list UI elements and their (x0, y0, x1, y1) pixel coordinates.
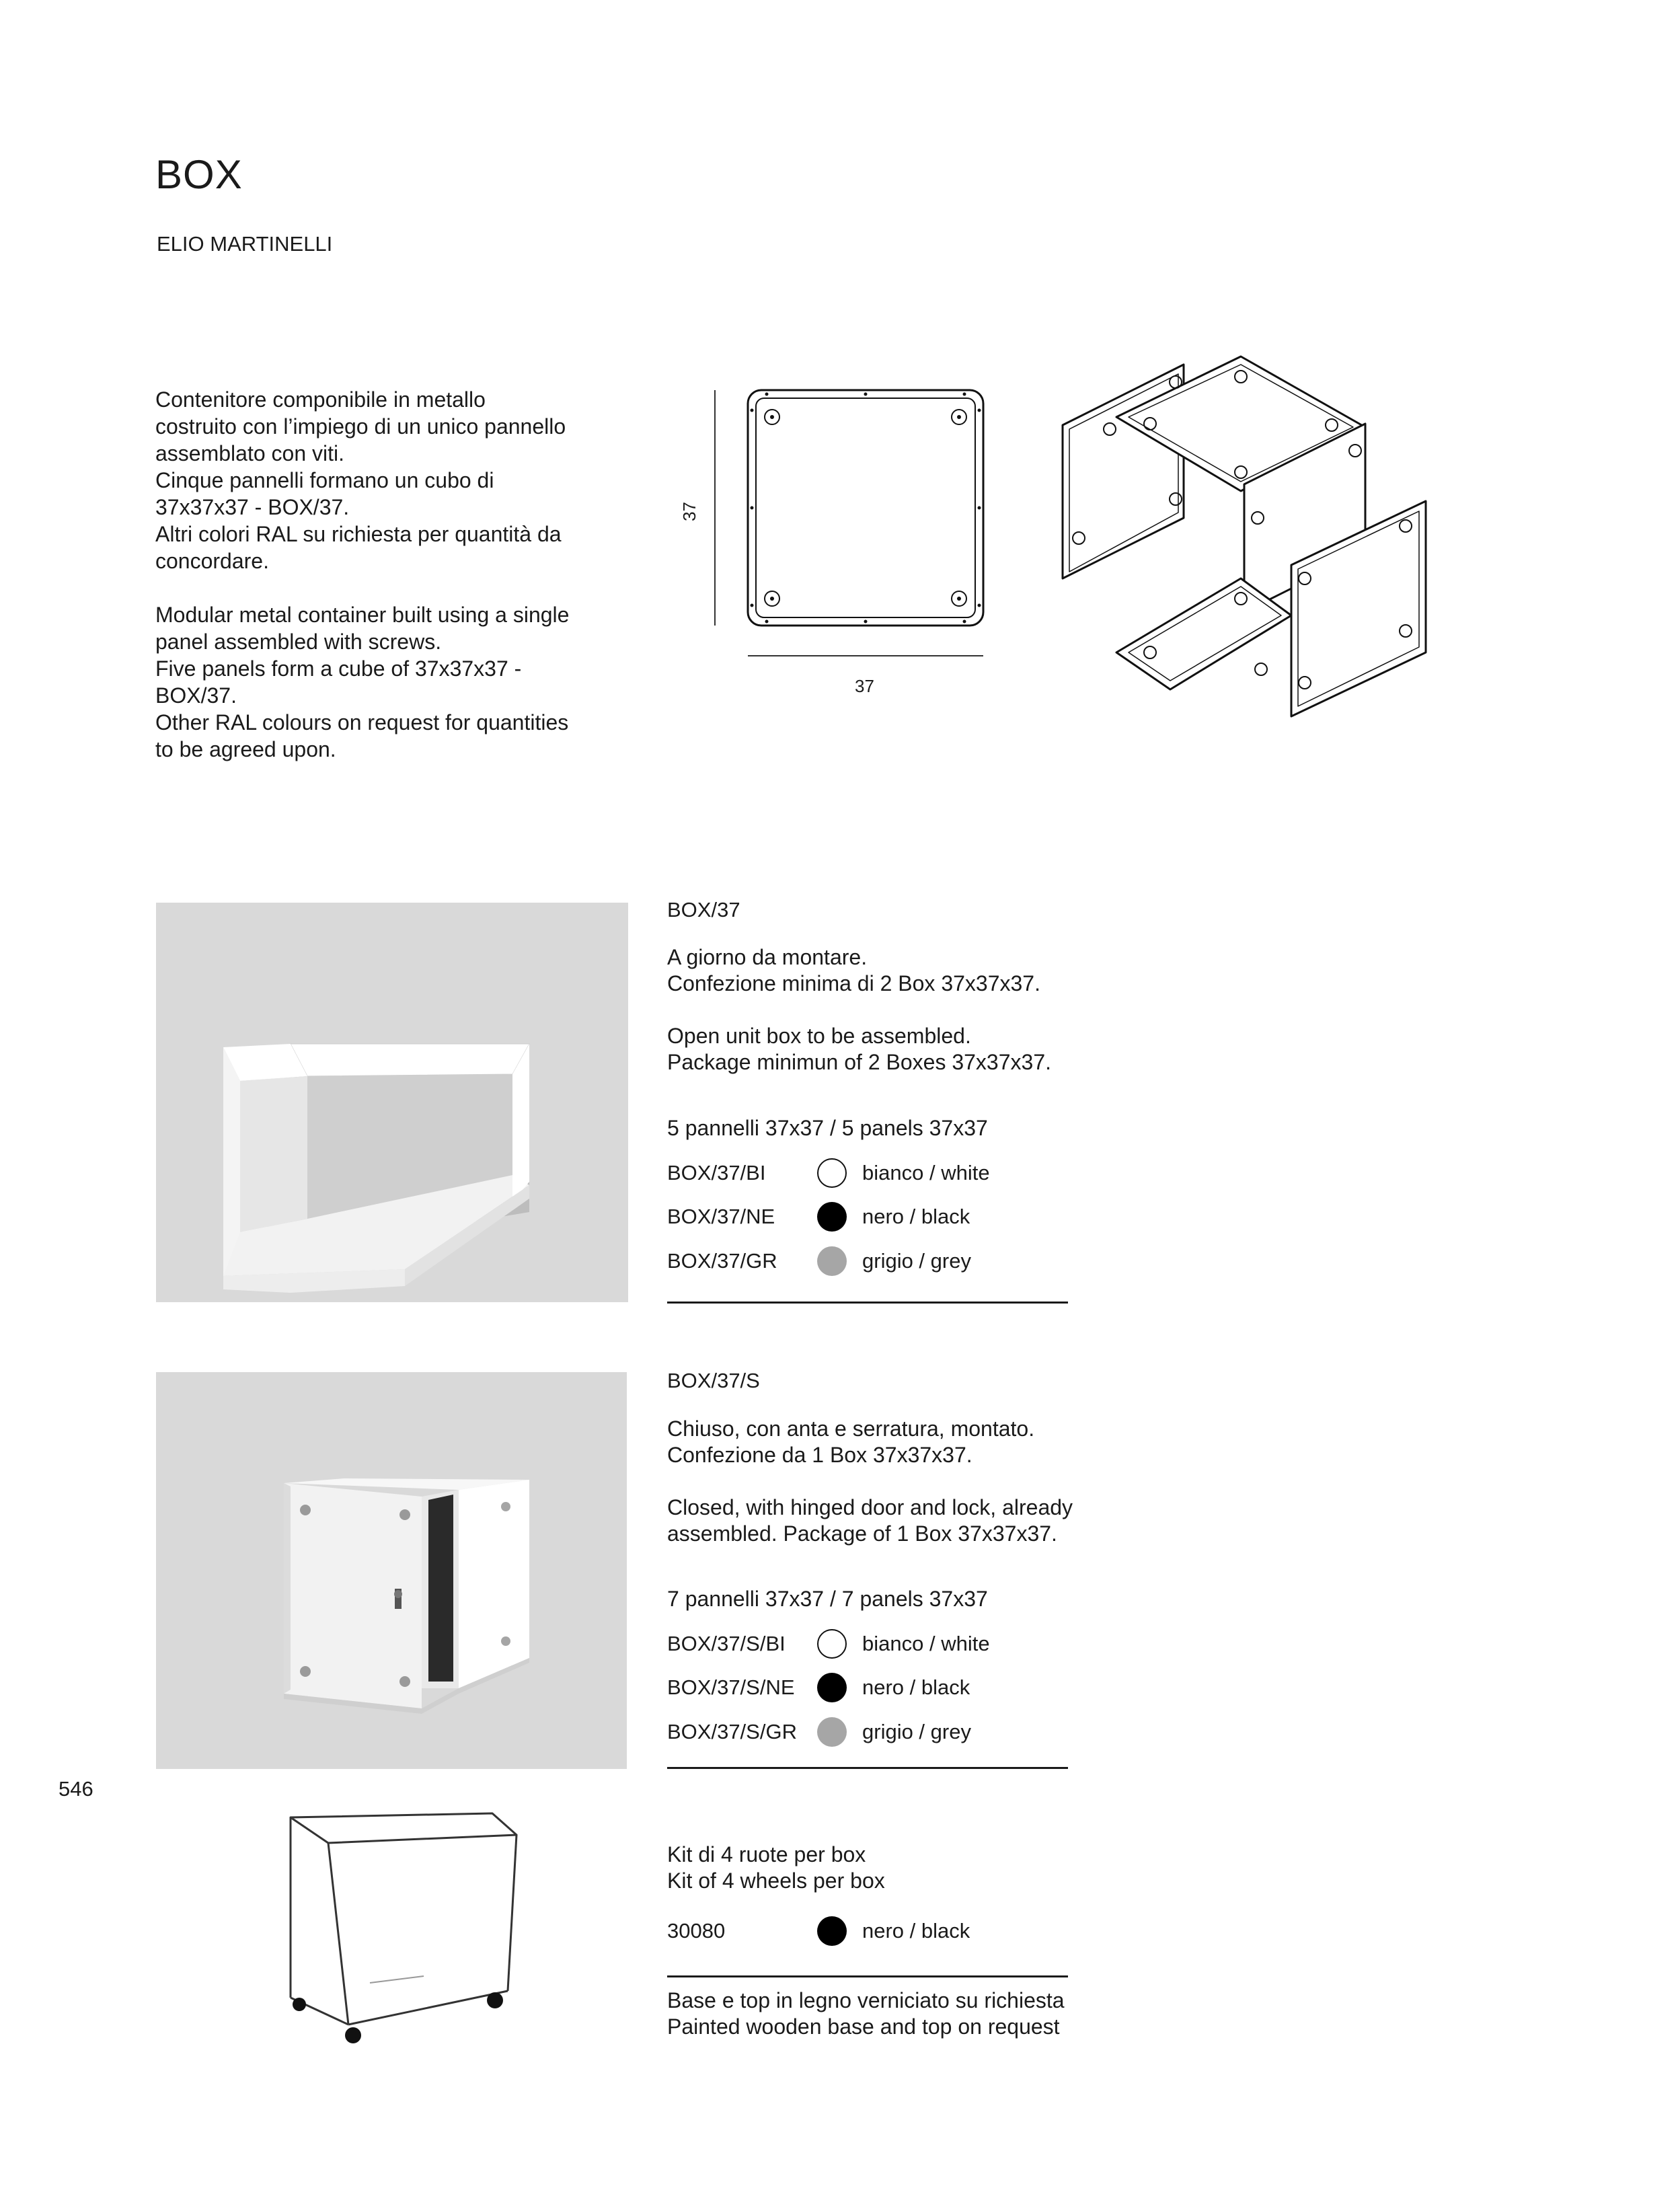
exploded-view-drawing (1049, 350, 1439, 726)
variant-color: nero / black (862, 1919, 970, 1942)
white-swatch (817, 1629, 847, 1659)
description-line: Altri colori RAL su richiesta per quantità da (155, 522, 562, 546)
product-description-line: assembled. Package of 1 Box 37x37x37. (667, 1521, 1057, 1546)
product-photo-box-37-s (156, 1372, 627, 1769)
description-line: 37x37x37 - BOX/37. (155, 495, 350, 519)
description-line: panel assembled with screws. (155, 630, 442, 654)
description-line: Five panels form a cube of 37x37x37 - (155, 656, 522, 681)
product-description (667, 944, 1051, 1076)
product-code: BOX/37 (667, 898, 740, 921)
description-line: concordare. (155, 549, 269, 573)
footer-note-line: Painted wooden base and top on request (667, 2014, 1060, 2039)
black-swatch (817, 1673, 847, 1702)
width-dimension-label: 37 (855, 676, 874, 696)
white-swatch (817, 1158, 847, 1188)
panel-outline (673, 383, 1009, 700)
variant-code: BOX/37/S/BI (667, 1632, 786, 1655)
black-swatch (817, 1916, 847, 1946)
description (155, 386, 569, 763)
variant-color: bianco / white (862, 1632, 990, 1655)
description-line: BOX/37. (155, 683, 237, 708)
wheels-description (667, 1842, 885, 1894)
product-description-line: Confezione da 1 Box 37x37x37. (667, 1443, 972, 1467)
product-description-line: Closed, with hinged door and lock, already (667, 1495, 1073, 1519)
product-description-line: Confezione minima di 2 Box 37x37x37. (667, 971, 1040, 995)
description-line: Cinque pannelli formano un cubo di (155, 468, 494, 492)
variant-color: nero / black (862, 1205, 970, 1228)
section-divider (667, 1302, 1068, 1304)
variant-color: grigio / grey (862, 1249, 971, 1273)
description-line: Other RAL colours on request for quantities (155, 710, 569, 734)
variant-color: nero / black (862, 1675, 970, 1699)
product-description-line: Chiuso, con anta e serratura, montato. (667, 1417, 1035, 1441)
exploded-bottom-panel (1116, 578, 1291, 689)
variant-code: BOX/37/BI (667, 1161, 766, 1184)
variant-code: 30080 (667, 1919, 726, 1942)
panel-drawing (673, 383, 1009, 700)
product-code: BOX/37/S (667, 1369, 760, 1392)
product-description-line: A giorno da montare. (667, 945, 868, 969)
description-line: costruito con l’impiego di un unico pannello (155, 414, 566, 439)
panels-spec: 5 pannelli 37x37 / 5 panels 37x37 (667, 1116, 988, 1140)
variant-code: BOX/37/NE (667, 1205, 775, 1228)
page-title: BOX (155, 152, 243, 197)
variant-code: BOX/37/S/NE (667, 1675, 795, 1699)
description-line: to be agreed upon. (155, 737, 336, 761)
variant-code: BOX/37/GR (667, 1249, 777, 1273)
variant-code: BOX/37/S/GR (667, 1720, 797, 1743)
wheels-description-line: Kit di 4 ruote per box (667, 1842, 866, 1866)
product-description-line: Package minimun of 2 Boxes 37x37x37. (667, 1050, 1051, 1074)
footer-note (667, 1988, 1065, 2040)
footer-note-line: Base e top in legno verniciato su richiesta (667, 1988, 1065, 2012)
variant-color: bianco / white (862, 1161, 990, 1184)
height-dimension-label: 37 (679, 502, 699, 521)
description-line: assemblato con viti. (155, 441, 345, 465)
panels-spec: 7 pannelli 37x37 / 7 panels 37x37 (667, 1587, 988, 1611)
black-swatch (817, 1202, 847, 1232)
box-with-wheels-drawing (229, 1803, 551, 2058)
grey-swatch (817, 1246, 847, 1276)
product-description-line: Open unit box to be assembled. (667, 1024, 971, 1048)
section-divider (667, 1767, 1068, 1769)
product-description (667, 1416, 1073, 1547)
grey-swatch (817, 1717, 847, 1747)
wheels-description-line: Kit of 4 wheels per box (667, 1869, 885, 1893)
product-photo-box-37 (156, 903, 628, 1302)
designer-name: ELIO MARTINELLI (157, 232, 333, 256)
page-number: 546 (59, 1777, 93, 1801)
section-divider (667, 1975, 1068, 1977)
variant-color: grigio / grey (862, 1720, 971, 1743)
description-line: Modular metal container built using a single (155, 603, 570, 627)
description-line: Contenitore componibile in metallo (155, 387, 486, 412)
